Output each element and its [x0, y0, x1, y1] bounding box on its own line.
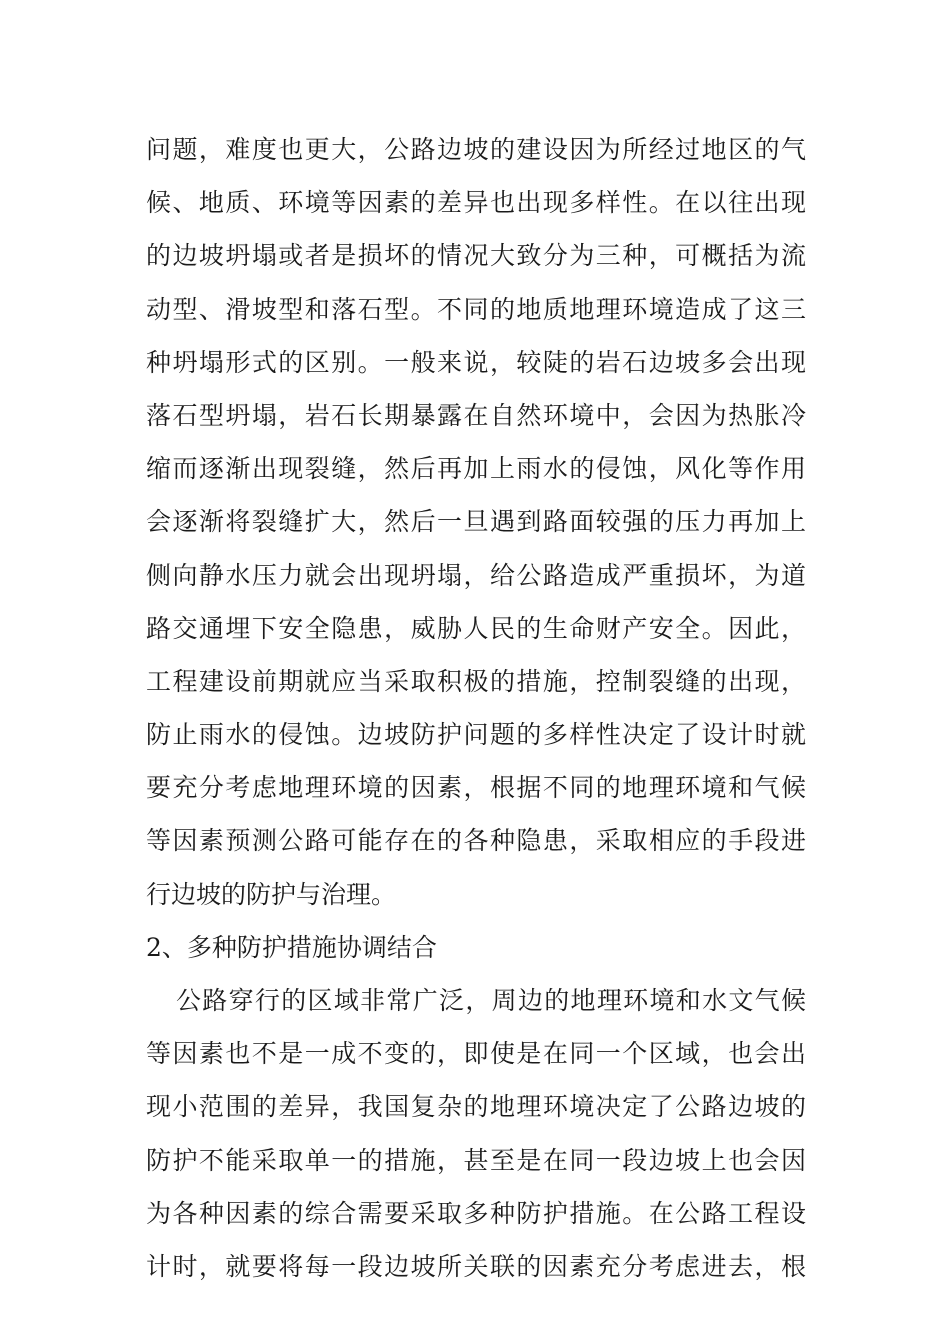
paragraph-line: 问题，难度也更大，公路边坡的建设因为所经过地区的气 [146, 135, 806, 164]
paragraph-line: 路交通埋下安全隐患，威胁人民的生命财产安全。因此， [146, 613, 806, 643]
paragraph-line: 计时，就要将每一段边坡所关联的因素充分考虑进去，根 [146, 1251, 806, 1281]
paragraph-line: 落石型坍塌，岩石长期暴露在自然环境中，会因为热胀冷 [146, 400, 806, 430]
paragraph-line: 种坍塌形式的区别。一般来说，较陡的岩石边坡多会出现 [146, 347, 806, 377]
paragraph-2 [146, 974, 806, 1293]
paragraph-line: 的边坡坍塌或者是损坏的情况大致分为三种，可概括为流 [146, 241, 806, 271]
paragraph-line: 现小范围的差异，我国复杂的地理环境决定了公路边坡的 [146, 1092, 806, 1122]
paragraph-line: 候、地质、环境等因素的差异也出现多样性。在以往出现 [146, 188, 806, 218]
paragraph-line: 会逐渐将裂缝扩大，然后一旦遇到路面较强的压力再加上 [146, 507, 806, 537]
paragraph-line: 要充分考虑地理环境的因素，根据不同的地理环境和气候 [146, 773, 806, 803]
paragraph-line: 防护不能采取单一的措施，甚至是在同一段边坡上也会因 [146, 1145, 806, 1175]
paragraph-line: 动型、滑坡型和落石型。不同的地质地理环境造成了这三 [146, 294, 806, 324]
paragraph-line: 公路穿行的区域非常广泛，周边的地理环境和水文气候 [176, 986, 806, 1015]
paragraph-line: 为各种因素的综合需要采取多种防护措施。在公路工程设 [146, 1198, 806, 1228]
paragraph-line: 等因素预测公路可能存在的各种隐患，采取相应的手段进 [146, 826, 806, 856]
paragraph-line: 工程建设前期就应当采取积极的措施，控制裂缝的出现， [146, 666, 806, 696]
paragraph-line: 等因素也不是一成不变的，即使是在同一个区域，也会出 [146, 1039, 806, 1069]
paragraph-line: 侧向静水压力就会出现坍塌，给公路造成严重损坏，为道 [146, 560, 806, 590]
paragraph-1 [146, 123, 806, 921]
paragraph-line: 防止雨水的侵蚀。边坡防护问题的多样性决定了设计时就 [146, 720, 806, 750]
document-body [146, 123, 806, 1293]
section-heading: 2、多种防护措施协调结合 [146, 932, 437, 962]
paragraph-line: 行边坡的防护与治理。 [146, 879, 397, 909]
paragraph-line: 缩而逐渐出现裂缝，然后再加上雨水的侵蚀，风化等作用 [146, 454, 806, 484]
